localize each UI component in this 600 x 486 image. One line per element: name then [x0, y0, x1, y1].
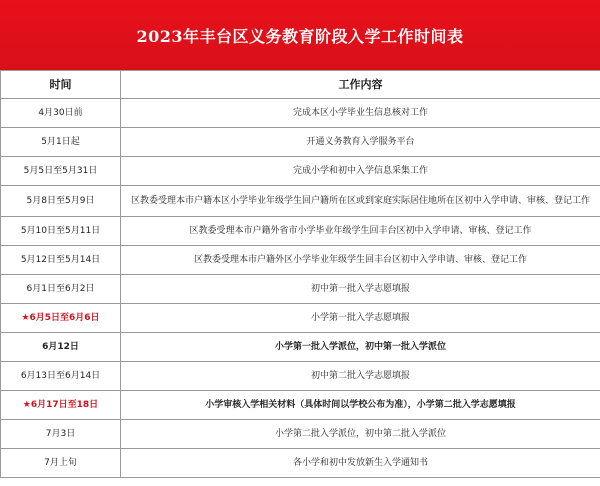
row-content: 初中第二批入学志愿填报: [121, 362, 600, 391]
header-content: 工作内容: [121, 71, 600, 99]
row-content: 各小学和初中发放新生入学通知书: [121, 449, 600, 478]
table-row: [1, 362, 600, 391]
table-row: [1, 275, 600, 304]
table-header-row: [1, 71, 600, 99]
row-content: 区教委受理本市户籍外区小学毕业年级学生回丰台区初中入学申请、审核、登记工作: [121, 246, 600, 275]
table-row: [1, 128, 600, 157]
table-row: [1, 186, 600, 217]
row-time: 6月1日至6月2日: [1, 275, 121, 304]
row-time: 5月10日至5月11日: [1, 217, 121, 246]
row-content: [121, 186, 600, 217]
table-row: [1, 449, 600, 478]
schedule-table: [0, 70, 600, 478]
row-time: 6月13日至6月14日: [1, 362, 121, 391]
row-time: [1, 391, 121, 420]
row-time-text: 6月5日至6月6日: [29, 312, 100, 323]
row-time: 5月12日至5月14日: [1, 246, 121, 275]
row-content: 小学第二批入学派位，初中第二批入学派位: [121, 420, 600, 449]
row-content-text: 区教委受理本市户籍本区小学毕业年级学生回户籍所在区或到家庭实际居住地所在区初中入学申请、审核、登记工作: [130, 195, 590, 206]
star-icon: ★: [22, 399, 31, 410]
row-content: 开通义务教育入学服务平台: [121, 128, 600, 157]
table-row: [1, 391, 600, 420]
star-icon: ★: [21, 312, 30, 323]
table-row: [1, 99, 600, 128]
row-time: 6月12日: [1, 333, 121, 362]
row-time: 5月8日至5月9日: [1, 186, 121, 217]
row-time: 5月5日至5月31日: [1, 157, 121, 186]
row-content: 小学审核入学相关材料（具体时间以学校公布为准），小学第二批入学志愿填报: [121, 391, 600, 420]
row-time: 7月3日: [1, 420, 121, 449]
table-row: [1, 333, 600, 362]
row-content: 完成小学和初中入学信息采集工作: [121, 157, 600, 186]
row-time: 5月1日起: [1, 128, 121, 157]
row-time-text: 6月17日至18日: [30, 399, 99, 410]
header-time: 时间: [1, 71, 121, 99]
table-row: [1, 217, 600, 246]
page-title: 2023年丰台区义务教育阶段入学工作时间表: [136, 26, 464, 46]
table-row: [1, 157, 600, 186]
table-row: [1, 420, 600, 449]
row-content: 小学第一批入学志愿填报: [121, 304, 600, 333]
row-time: 4月30日前: [1, 99, 121, 128]
table-row: [1, 304, 600, 333]
row-content: 完成本区小学毕业生信息核对工作: [121, 99, 600, 128]
row-content: 区教委受理本市户籍外省市小学毕业年级学生回丰台区初中入学申请、审核、登记工作: [121, 217, 600, 246]
row-time: [1, 304, 121, 333]
title-banner: [0, 0, 600, 70]
row-content: 小学第一批入学派位，初中第一批入学派位: [121, 333, 600, 362]
row-time: 7月上旬: [1, 449, 121, 478]
row-content: 初中第一批入学志愿填报: [121, 275, 600, 304]
table-row: [1, 246, 600, 275]
